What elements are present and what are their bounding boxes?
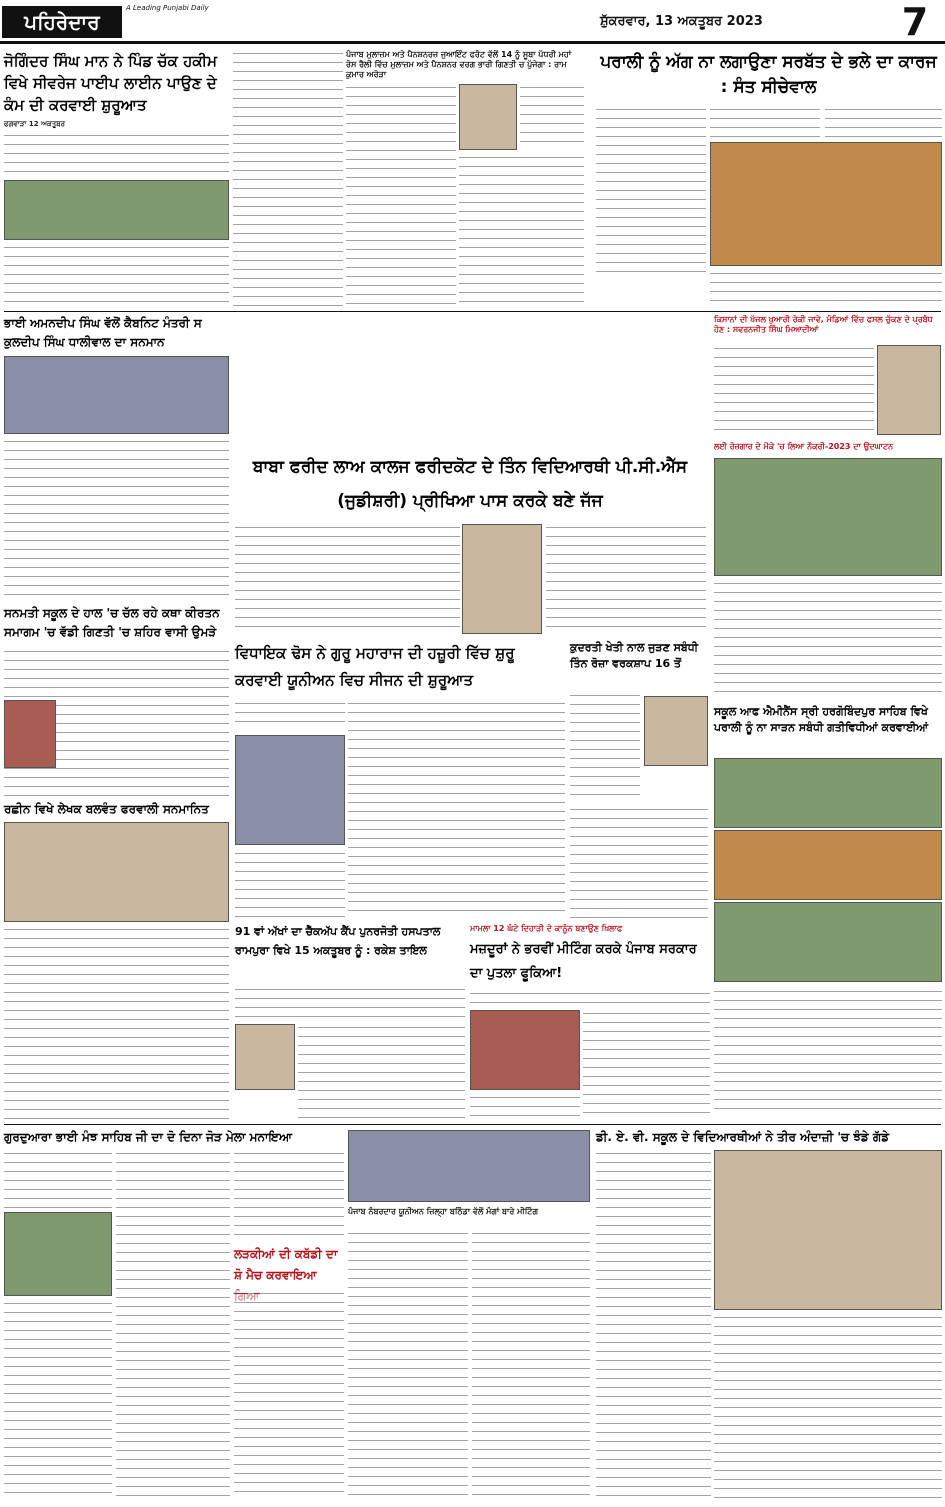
body-column: [233, 50, 343, 308]
body-ram-kumar: [346, 84, 456, 308]
headline-school-parali: ਸਕੂਲ ਆਫ ਐਮੀਨੈਂਸ ਸ੍ਰੀ ਹਰਗੋਬਿੰਦਪੁਰ ਸਾਹਿਬ ਵਿਖੇ ਪਰਾਲੀ ਨੂੰ ਨਾ ਸਾੜਨ ਸਬੰਧੀ ਗਤੀਵਿਧੀਆਂ ਕਰਵਾਈਆਂ: [714, 705, 929, 734]
body-workshop: [570, 692, 640, 802]
body-parali-4: [825, 106, 942, 140]
body-gurdwara-2: [4, 1300, 112, 1500]
headline-ram-kumar: ਪੰਜਾਬ ਮੁਲਾਜ਼ਮ ਅਤੇ ਪੈਨਸ਼ਨਰਜ਼ ਜੁਆਇੰਟ ਫਰੰਟ ਵੱਲੋਂ 14 ਨੂੰ ਸੂਬਾ ਪੱਧਰੀ ਮਹਾਂ ਰੋਸ ਰੈਲੀ ਵਿੱਚ ਮੁਲਾਜ਼ਮ ਅਤੇ ਪੈਨਸ਼ਨਰ ਵਰਗ ਭਾਰੀ ਗਿਣਤੀ ਚ ਪੁੱਜੇਗਾ : ਰਾਮ ਕੁਮਾਰ ਅਰੋੜਾ: [346, 50, 572, 79]
body-judges: [235, 524, 460, 634]
body-judges-2: [546, 524, 706, 634]
body-effigy: [470, 990, 710, 1008]
body-union-3: [235, 850, 345, 918]
headline-eye-camp: 91 ਵਾਂ ਅੱਖਾਂ ਦਾ ਚੈੱਕਅੱਪ ਕੈਂਪ ਪੁਨਰਜੋਤੀ ਹਸਪਤਾਲ ਰਾਮਪੁਰਾ ਵਿਖੇ 15 ਅਕਤੂਬਰ ਨੂੰ : ਰਕੇਸ਼ ਤਾਇਲ: [235, 925, 441, 957]
body-eye-camp: [235, 986, 465, 1020]
photo-dav: [714, 1150, 942, 1310]
body-ram-kumar-3: [459, 154, 584, 308]
headline-dhaliwal: ਭਾਈ ਅਮਨਦੀਪ ਸਿੰਘ ਵੱਲੋਂ ਕੈਬਨਿਟ ਮੰਤਰੀ ਸ ਕੁਲਦੀਪ ਸਿੰਘ ਧਾਲੀਵਾਲ ਦਾ ਸਨਮਾਨ: [4, 316, 202, 349]
page-number: 7: [901, 0, 929, 44]
headline-parali: ਪਰਾਲੀ ਨੂੰ ਅੱਗ ਨਾ ਲਗਾਉਣਾ ਸਰਬੱਤ ਦੇ ਭਲੇ ਦਾ ਕਾਰਜ : ਸੰਤ ਸੀਚੇਵਾਲ: [600, 52, 937, 97]
headline-numberdar: ਪੰਜਾਬ ਨੰਬਰਦਾਰ ਯੂਨੀਅਨ ਜ਼ਿਲ੍ਹਾ ਬਠਿੰਡਾ ਵੱਲੋਂ ਮੰਗਾਂ ਬਾਰੇ ਮੀਟਿੰਗ: [348, 1207, 539, 1216]
body-dav: [596, 1150, 711, 1500]
portrait-farmers: [877, 345, 941, 435]
headline-kabaddi: ਲੜਕੀਆਂ ਦੀ ਕਬੱਡੀ ਦਾ ਸ਼ੋ ਮੈਚ ਕਰਵਾਇਆ: [234, 1247, 338, 1282]
body-school-parali: [714, 988, 942, 1116]
portrait-katha: [4, 700, 56, 768]
headline-gurdwara: ਗੁਰਦੁਆਰਾ ਭਾਈ ਮੰਝ ਸਾਹਿਬ ਜੀ ਦਾ ਦੋ ਦਿਨਾ ਜੋੜ ਮੇਲਾ ਮਨਾਇਆ: [4, 1130, 292, 1144]
photo-sarvodaya: [714, 458, 942, 576]
dateline-sewerage: ਫਗਵਾੜਾ 12 ਅਕਤੂਬਰ: [4, 120, 65, 128]
photo-parali: [710, 142, 942, 266]
headline-farmers: ਕਿਸਾਨਾਂ ਦੀ ਖੱਜਲ ਖੁਆਰੀ ਰੋਕੀ ਜਾਵੇ, ਮੰਡਿਆਂ ਵਿੱਚ ਫਸਲ ਚੁੱਕਣ ਦੇ ਪ੍ਰਬੰਧ ਹੋਣ : ਸਵਰਨਜੀਤ ਸਿੰਘ ਮਿਆਦੀਆਂ: [714, 315, 933, 334]
photo-writer: [4, 822, 229, 922]
body-parali: [596, 106, 706, 276]
portrait-workshop: [644, 696, 708, 766]
body-gurdwara-3: [116, 1150, 230, 1500]
headline-writer: ਰਛੀਨ ਵਿਖੇ ਲੇਖਕ ਬਲਵੰਤ ਫਰਵਾਲੀ ਸਨਮਾਨਿਤ: [4, 802, 209, 816]
portrait-eye-camp: [235, 1024, 295, 1090]
body-sarvodaya: [714, 580, 942, 700]
body-gurdwara: [4, 1150, 112, 1210]
body-farmers: [714, 345, 874, 435]
issue-date: ਸ਼ੁੱਕਰਵਾਰ, 13 ਅਕਤੂਬਰ 2023: [600, 14, 763, 29]
divider-2: [4, 1124, 941, 1125]
photo-dhaliwal: [4, 356, 229, 434]
body-gurdwara-4: [234, 1150, 344, 1240]
body-parali-2: [710, 106, 820, 140]
body-parali-3: [710, 270, 942, 308]
headline-union: ਵਿਧਾਇਕ ਢੋਸ ਨੇ ਗੁਰੂ ਮਹਾਰਾਜ ਦੀ ਹਜ਼ੂਰੀ ਵਿੱਚ ਸ਼ੁਰੂ ਕਰਵਾਈ ਯੂਨੀਅਨ ਵਿਚ ਸੀਜਨ ਦੀ ਸ਼ੁਰੂਆਤ: [235, 644, 515, 689]
masthead: [0, 0, 945, 44]
headline-sarvodaya: ਲਈ ਰੋਜ਼ਗਾਰ ਦੇ ਮੌਕੇ 'ਚ ਲਿਆ ਨੌਕਰੀ-2023 ਦਾ ਉਦਘਾਟਨ: [714, 442, 894, 451]
photo-effigy: [470, 1010, 580, 1090]
photo-judges: [462, 524, 542, 634]
headline-effigy: ਮਜ਼ਦੂਰਾਂ ਨੇ ਭਰਵੀਂ ਮੀਟਿੰਗ ਕਰਕੇ ਪੰਜਾਬ ਸਰਕਾਰ ਦਾ ਪੁਤਲਾ ਫੂਕਿਆ!: [470, 942, 697, 981]
body-dhaliwal: [4, 438, 229, 600]
body-ram-kumar-2: [520, 84, 584, 150]
newspaper-logo: ਪਹਿਰੇਦਾਰ: [2, 6, 122, 38]
headline-workshop: ਕੁਦਰਤੀ ਖੇਤੀ ਨਾਲ ਜੁੜਣ ਸਬੰਧੀ ਤਿੰਨ ਰੋਜ਼ਾ ਵਰਕਸ਼ਾਪ 16 ਤੋਂ: [570, 641, 699, 670]
body-eye-camp-2: [298, 1024, 465, 1118]
body-sewerage-2: [4, 244, 229, 308]
body-union: [235, 700, 345, 730]
kicker-effigy: ਮਾਮਲਾ 12 ਘੰਟੇ ਦਿਹਾੜੀ ਦੇ ਕਾਨੂੰਨ ਬਣਾਉਣ ਖਿਲਾਫ: [470, 924, 623, 933]
photo-union: [235, 735, 345, 845]
photo-sewerage: [4, 180, 229, 240]
photo-school-parali-3: [714, 902, 942, 982]
photo-numberdar: [348, 1130, 590, 1202]
divider: [4, 311, 941, 312]
headline-dav: ਡੀ. ਏ. ਵੀ. ਸਕੂਲ ਦੇ ਵਿਦਿਆਰਥੀਆਂ ਨੇ ਤੀਰ ਅੰਦਾਜ਼ੀ 'ਚ ਝੰਡੇ ਗੱਡੇ: [596, 1130, 889, 1144]
body-union-2: [348, 700, 565, 918]
photo-school-parali-2: [714, 830, 942, 900]
body-numberdar-2: [472, 1230, 590, 1500]
body-effigy-3: [470, 1094, 580, 1118]
body-numberdar: [348, 1230, 468, 1500]
body-sewerage: [4, 132, 229, 177]
body-kabaddi: [234, 1290, 344, 1500]
body-dav-2: [714, 1314, 942, 1500]
body-writer: [4, 926, 229, 1122]
tagline: A Leading Punjabi Daily: [126, 4, 209, 12]
headline-sewerage: ਜੋਗਿੰਦਰ ਸਿੰਘ ਮਾਨ ਨੇ ਪਿੰਡ ਚੱਕ ਹਕੀਮ ਵਿਖੇ ਸੀਵਰੇਜ ਪਾਈਪ ਲਾਈਨ ਪਾਉਣ ਦੇ ਕੰਮ ਦੀ ਕਰਵਾਈ ਸ਼ੁਰੂਆਤ: [4, 52, 217, 114]
headline-katha: ਸਨਮਤੀ ਸਕੂਲ ਦੇ ਹਾਲ 'ਚ ਚੱਲ ਰਹੇ ਕਥਾ ਕੀਰਤਨ ਸਮਾਗਮ 'ਚ ਵੱਡੀ ਗਿਣਤੀ 'ਚ ਸ਼ਹਿਰ ਵਾਸੀ ਉਮੜੇ: [4, 606, 220, 639]
photo-school-parali: [714, 758, 942, 828]
headline-judges: ਬਾਬਾ ਫਰੀਦ ਲਾਅ ਕਾਲਜ ਫਰੀਦਕੋਟ ਦੇ ਤਿੰਨ ਵਿਦਿਆਰਥੀ ਪੀ.ਸੀ.ਐੱਸ (ਜੁਡੀਸ਼ਰੀ) ਪ੍ਰੀਖਿਆ ਪਾਸ ਕਰਕੇ ਬਣੇ ਜੱਜ: [252, 457, 688, 511]
photo-gurdwara: [4, 1212, 112, 1296]
body-effigy-2: [583, 1010, 710, 1118]
body-workshop-2: [570, 806, 708, 918]
portrait-ram-kumar: [459, 84, 517, 150]
